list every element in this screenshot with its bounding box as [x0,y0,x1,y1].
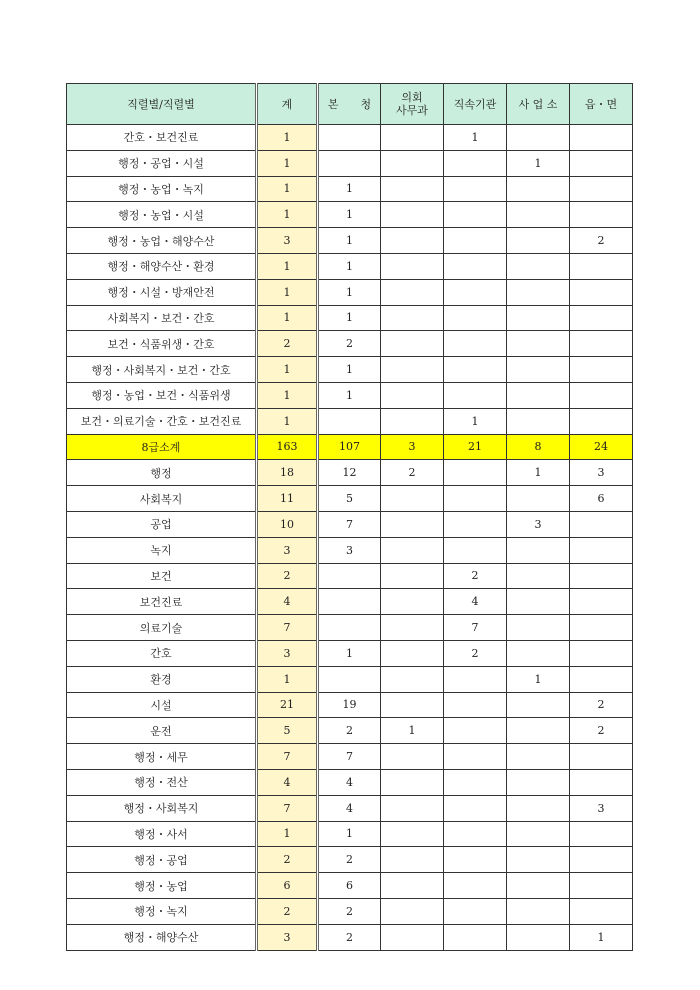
council-office-cell [381,898,444,924]
affiliated-agencies-cell [444,744,507,770]
affiliated-agencies-cell [444,924,507,950]
business-office-cell [507,769,570,795]
affiliated-agencies-cell [444,795,507,821]
business-office-cell [507,821,570,847]
table-row [67,253,633,279]
business-office-cell: 3 [507,511,570,537]
business-office-cell [507,357,570,383]
affiliated-agencies-cell [444,150,507,176]
town-township-cell [570,589,633,615]
town-township-cell: 24 [570,434,633,460]
business-office-cell [507,408,570,434]
total-cell: 2 [257,331,318,357]
total-cell: 1 [257,125,318,151]
table-row [67,640,633,666]
business-office-cell [507,331,570,357]
town-township-cell [570,357,633,383]
main-office-cell: 7 [318,511,381,537]
council-office-cell [381,589,444,615]
total-cell: 1 [257,253,318,279]
business-office-cell [507,125,570,151]
council-office-cell [381,563,444,589]
category-cell: 간호 [67,640,257,666]
table-row [67,769,633,795]
total-cell: 1 [257,382,318,408]
council-office-cell [381,640,444,666]
header-business-office: 사 업 소 [507,84,570,125]
total-cell: 5 [257,718,318,744]
council-office-cell [381,176,444,202]
town-township-cell [570,563,633,589]
council-office-cell [381,150,444,176]
business-office-cell [507,795,570,821]
town-township-cell: 3 [570,795,633,821]
council-office-cell [381,486,444,512]
town-township-cell [570,253,633,279]
council-office-cell [381,847,444,873]
business-office-cell [507,228,570,254]
town-township-cell [570,744,633,770]
town-township-cell [570,408,633,434]
header-council-line2: 사무과 [396,104,428,117]
table-row [67,744,633,770]
total-cell: 163 [257,434,318,460]
category-cell: 행정・사회복지 [67,795,257,821]
council-office-cell [381,125,444,151]
affiliated-agencies-cell [444,718,507,744]
council-office-cell [381,769,444,795]
business-office-cell [507,253,570,279]
affiliated-agencies-cell [444,847,507,873]
town-township-cell: 3 [570,460,633,486]
header-main-office: 본 청 [318,84,381,125]
table-row [67,305,633,331]
main-office-cell: 2 [318,924,381,950]
category-cell: 행정・농업・보건・식품위생 [67,382,257,408]
table-row [67,537,633,563]
main-office-cell: 12 [318,460,381,486]
total-cell: 7 [257,795,318,821]
council-office-cell [381,615,444,641]
category-cell: 보건・의료기술・간호・보건진료 [67,408,257,434]
total-cell: 1 [257,408,318,434]
main-office-cell: 1 [318,357,381,383]
table-row [67,202,633,228]
business-office-cell [507,382,570,408]
affiliated-agencies-cell [444,305,507,331]
affiliated-agencies-cell [444,228,507,254]
business-office-cell [507,718,570,744]
table-row [67,125,633,151]
town-township-cell [570,769,633,795]
affiliated-agencies-cell: 2 [444,563,507,589]
table-row [67,486,633,512]
subtotal-row [67,434,633,460]
category-cell: 사회복지・보건・간호 [67,305,257,331]
town-township-cell [570,150,633,176]
main-office-cell: 1 [318,202,381,228]
business-office-cell: 8 [507,434,570,460]
category-cell: 행정・사서 [67,821,257,847]
town-township-cell: 2 [570,718,633,744]
total-cell: 3 [257,640,318,666]
business-office-cell: 1 [507,666,570,692]
town-township-cell [570,511,633,537]
town-township-cell [570,821,633,847]
business-office-cell [507,924,570,950]
business-office-cell [507,615,570,641]
table-row [67,511,633,537]
council-office-cell [381,279,444,305]
category-cell: 행정・농업・시설 [67,202,257,228]
council-office-cell [381,382,444,408]
total-cell: 10 [257,511,318,537]
category-cell: 보건 [67,563,257,589]
category-cell: 행정・공업 [67,847,257,873]
affiliated-agencies-cell [444,253,507,279]
affiliated-agencies-cell [444,511,507,537]
staffing-table [66,83,633,951]
business-office-cell [507,589,570,615]
town-township-cell [570,537,633,563]
main-office-cell: 107 [318,434,381,460]
council-office-cell: 2 [381,460,444,486]
table-row [67,382,633,408]
main-office-cell [318,125,381,151]
category-cell: 행정・세무 [67,744,257,770]
header-town-township: 읍・면 [570,84,633,125]
category-cell: 행정・농업 [67,873,257,899]
council-office-cell: 1 [381,718,444,744]
total-cell: 18 [257,460,318,486]
business-office-cell [507,279,570,305]
affiliated-agencies-cell [444,537,507,563]
main-office-cell: 1 [318,253,381,279]
total-cell: 21 [257,692,318,718]
total-cell: 1 [257,666,318,692]
header-total: 계 [257,84,318,125]
business-office-cell [507,486,570,512]
total-cell: 3 [257,924,318,950]
council-office-cell [381,666,444,692]
business-office-cell [507,176,570,202]
affiliated-agencies-cell: 1 [444,125,507,151]
council-office-cell [381,795,444,821]
main-office-cell: 19 [318,692,381,718]
affiliated-agencies-cell [444,692,507,718]
main-office-cell: 1 [318,228,381,254]
total-cell: 1 [257,279,318,305]
category-cell: 8급소계 [67,434,257,460]
table-row [67,176,633,202]
affiliated-agencies-cell: 2 [444,640,507,666]
main-office-cell: 4 [318,795,381,821]
total-cell: 6 [257,873,318,899]
total-cell: 2 [257,563,318,589]
category-cell: 보건진료 [67,589,257,615]
town-township-cell: 2 [570,692,633,718]
town-township-cell [570,615,633,641]
council-office-cell [381,253,444,279]
main-office-cell: 7 [318,744,381,770]
council-office-cell [381,537,444,563]
header-council-line1: 의회 [401,91,423,104]
category-cell: 시설 [67,692,257,718]
council-office-cell [381,305,444,331]
category-cell: 행정・농업・해양수산 [67,228,257,254]
table-row [67,898,633,924]
main-office-cell [318,563,381,589]
total-cell: 4 [257,769,318,795]
category-cell: 보건・식품위생・간호 [67,331,257,357]
affiliated-agencies-cell [444,382,507,408]
affiliated-agencies-cell [444,202,507,228]
table-row [67,692,633,718]
council-office-cell: 3 [381,434,444,460]
business-office-cell [507,744,570,770]
total-cell: 1 [257,202,318,228]
main-office-cell: 1 [318,382,381,408]
header-row [67,84,633,125]
business-office-cell: 1 [507,460,570,486]
table-row [67,615,633,641]
business-office-cell [507,898,570,924]
header-council-office [381,84,444,125]
category-cell: 간호・보건진료 [67,125,257,151]
total-cell: 1 [257,357,318,383]
total-cell: 3 [257,228,318,254]
category-cell: 행정・농업・녹지 [67,176,257,202]
business-office-cell [507,640,570,666]
main-office-cell: 1 [318,305,381,331]
affiliated-agencies-cell [444,176,507,202]
total-cell: 1 [257,176,318,202]
category-cell: 행정・녹지 [67,898,257,924]
category-cell: 녹지 [67,537,257,563]
affiliated-agencies-cell [444,357,507,383]
table-row [67,331,633,357]
council-office-cell [381,744,444,770]
main-office-cell: 5 [318,486,381,512]
town-township-cell [570,202,633,228]
business-office-cell: 1 [507,150,570,176]
main-office-cell: 6 [318,873,381,899]
council-office-cell [381,821,444,847]
total-cell: 7 [257,615,318,641]
main-office-cell: 1 [318,640,381,666]
total-cell: 3 [257,537,318,563]
town-township-cell [570,176,633,202]
table-row [67,795,633,821]
total-cell: 7 [257,744,318,770]
category-cell: 사회복지 [67,486,257,512]
town-township-cell: 6 [570,486,633,512]
business-office-cell [507,847,570,873]
council-office-cell [381,357,444,383]
business-office-cell [507,692,570,718]
affiliated-agencies-cell [444,486,507,512]
business-office-cell [507,873,570,899]
table-row [67,847,633,873]
table-row [67,228,633,254]
affiliated-agencies-cell [444,873,507,899]
affiliated-agencies-cell [444,821,507,847]
town-township-cell [570,640,633,666]
table-row [67,821,633,847]
main-office-cell: 2 [318,847,381,873]
council-office-cell [381,692,444,718]
category-cell: 행정・해양수산・환경 [67,253,257,279]
category-cell: 행정・공업・시설 [67,150,257,176]
total-cell: 11 [257,486,318,512]
category-cell: 환경 [67,666,257,692]
council-office-cell [381,408,444,434]
council-office-cell [381,924,444,950]
affiliated-agencies-cell: 21 [444,434,507,460]
council-office-cell [381,228,444,254]
town-township-cell: 2 [570,228,633,254]
header-affiliated-agencies: 직속기관 [444,84,507,125]
town-township-cell [570,873,633,899]
main-office-cell: 2 [318,898,381,924]
table-row [67,873,633,899]
town-township-cell [570,382,633,408]
category-cell: 행정 [67,460,257,486]
total-cell: 2 [257,898,318,924]
category-cell: 행정・전산 [67,769,257,795]
council-office-cell [381,511,444,537]
affiliated-agencies-cell [444,769,507,795]
main-office-cell: 3 [318,537,381,563]
business-office-cell [507,202,570,228]
table-row [67,408,633,434]
affiliated-agencies-cell: 7 [444,615,507,641]
header-category: 직렬별/직렬별 [67,84,257,125]
council-office-cell [381,873,444,899]
table-row [67,357,633,383]
category-cell: 공업 [67,511,257,537]
category-cell: 운전 [67,718,257,744]
affiliated-agencies-cell [444,898,507,924]
total-cell: 2 [257,847,318,873]
business-office-cell [507,305,570,331]
category-cell: 행정・해양수산 [67,924,257,950]
main-office-cell: 4 [318,769,381,795]
main-office-cell: 2 [318,718,381,744]
town-township-cell [570,331,633,357]
council-office-cell [381,202,444,228]
table-row [67,589,633,615]
main-office-cell [318,150,381,176]
town-township-cell [570,125,633,151]
affiliated-agencies-cell [444,460,507,486]
affiliated-agencies-cell [444,279,507,305]
table-row [67,563,633,589]
main-office-cell: 2 [318,331,381,357]
table-row [67,279,633,305]
table-row [67,666,633,692]
main-office-cell [318,408,381,434]
town-township-cell [570,847,633,873]
business-office-cell [507,563,570,589]
main-office-cell: 1 [318,279,381,305]
table-row [67,924,633,950]
category-cell: 의료기술 [67,615,257,641]
main-office-cell: 1 [318,176,381,202]
table-row [67,150,633,176]
category-cell: 행정・사회복지・보건・간호 [67,357,257,383]
total-cell: 1 [257,821,318,847]
total-cell: 4 [257,589,318,615]
main-office-cell: 1 [318,821,381,847]
business-office-cell [507,537,570,563]
affiliated-agencies-cell: 1 [444,408,507,434]
town-township-cell: 1 [570,924,633,950]
affiliated-agencies-cell: 4 [444,589,507,615]
main-office-cell [318,615,381,641]
table-row [67,460,633,486]
town-township-cell [570,305,633,331]
town-township-cell [570,898,633,924]
council-office-cell [381,331,444,357]
town-township-cell [570,666,633,692]
town-township-cell [570,279,633,305]
affiliated-agencies-cell [444,666,507,692]
total-cell: 1 [257,150,318,176]
total-cell: 1 [257,305,318,331]
category-cell: 행정・시설・방재안전 [67,279,257,305]
main-office-cell [318,666,381,692]
affiliated-agencies-cell [444,331,507,357]
main-office-cell [318,589,381,615]
table-row [67,718,633,744]
